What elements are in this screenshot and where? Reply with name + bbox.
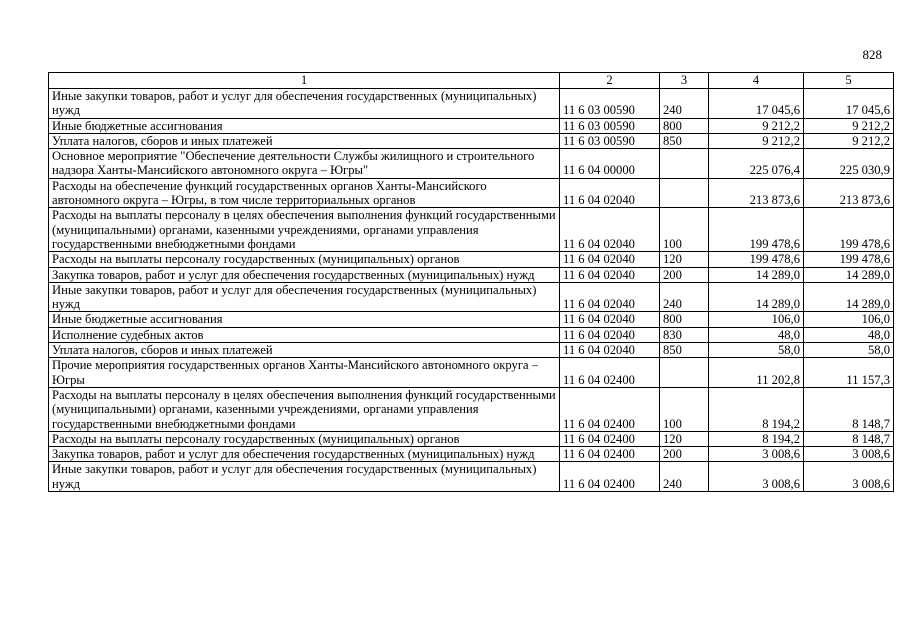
row-amount-col5: 8 148,7 [804, 387, 894, 431]
row-code: 11 6 04 02040 [560, 178, 660, 208]
row-amount-col4: 48,0 [709, 327, 804, 342]
budget-table [48, 72, 894, 492]
table-row [49, 149, 894, 179]
row-code: 11 6 03 00590 [560, 89, 660, 119]
row-amount-col4: 9 212,2 [709, 118, 804, 133]
row-code: 11 6 03 00590 [560, 118, 660, 133]
column-header-4: 4 [709, 73, 804, 89]
row-code: 11 6 04 02400 [560, 447, 660, 462]
column-header-3: 3 [660, 73, 709, 89]
row-expense-type: 200 [660, 267, 709, 282]
table-row [49, 178, 894, 208]
row-expense-type [660, 358, 709, 388]
row-name: Закупка товаров, работ и услуг для обеспечения государственных (муниципальных) нужд [49, 447, 560, 462]
table-row [49, 118, 894, 133]
row-code: 11 6 03 00590 [560, 133, 660, 148]
row-name: Прочие мероприятия государственных органов Ханты-Мансийского автономного округа – Югры [49, 358, 560, 388]
row-code: 11 6 04 02040 [560, 312, 660, 327]
table-row [49, 358, 894, 388]
row-code: 11 6 04 02040 [560, 208, 660, 252]
column-header-1: 1 [49, 73, 560, 89]
row-amount-col5: 17 045,6 [804, 89, 894, 119]
row-code: 11 6 04 02400 [560, 462, 660, 492]
row-expense-type: 200 [660, 447, 709, 462]
row-amount-col5: 3 008,6 [804, 462, 894, 492]
row-amount-col4: 9 212,2 [709, 133, 804, 148]
row-amount-col4: 3 008,6 [709, 462, 804, 492]
table-row [49, 327, 894, 342]
row-code: 11 6 04 02040 [560, 282, 660, 312]
row-name: Иные бюджетные ассигнования [49, 312, 560, 327]
row-name: Расходы на обеспечение функций государственных органов Ханты-Мансийского автономного округа – Югры, в том числе территориальных органов [49, 178, 560, 208]
row-name: Иные закупки товаров, работ и услуг для обеспечения государственных (муниципальных) нужд [49, 89, 560, 119]
row-name: Уплата налогов, сборов и иных платежей [49, 133, 560, 148]
row-expense-type: 850 [660, 343, 709, 358]
column-header-2: 2 [560, 73, 660, 89]
row-code: 11 6 04 02040 [560, 267, 660, 282]
table-row [49, 133, 894, 148]
row-amount-col5: 9 212,2 [804, 118, 894, 133]
row-amount-col4: 225 076,4 [709, 149, 804, 179]
row-amount-col5: 8 148,7 [804, 431, 894, 446]
row-expense-type [660, 178, 709, 208]
table-row [49, 267, 894, 282]
table-row [49, 252, 894, 267]
row-code: 11 6 04 02040 [560, 252, 660, 267]
table-row [49, 387, 894, 431]
row-name: Расходы на выплаты персоналу в целях обеспечения выполнения функций государственными (муниципальными) органами, казенными учреждениями, органами управления государственными внебюджетными фондами [49, 387, 560, 431]
row-expense-type: 120 [660, 431, 709, 446]
row-code: 11 6 04 02400 [560, 431, 660, 446]
row-amount-col5: 225 030,9 [804, 149, 894, 179]
row-amount-col4: 14 289,0 [709, 282, 804, 312]
row-expense-type: 240 [660, 282, 709, 312]
row-name: Основное мероприятие "Обеспечение деятельности Службы жилищного и строительного надзора Ханты-Мансийского автономного округа – Югры" [49, 149, 560, 179]
table-row [49, 343, 894, 358]
row-code: 11 6 04 02040 [560, 343, 660, 358]
row-amount-col4: 213 873,6 [709, 178, 804, 208]
row-code: 11 6 04 00000 [560, 149, 660, 179]
row-amount-col4: 17 045,6 [709, 89, 804, 119]
row-amount-col5: 9 212,2 [804, 133, 894, 148]
table-row [49, 447, 894, 462]
row-amount-col5: 213 873,6 [804, 178, 894, 208]
row-amount-col4: 199 478,6 [709, 252, 804, 267]
row-code: 11 6 04 02400 [560, 358, 660, 388]
row-amount-col4: 11 202,8 [709, 358, 804, 388]
row-amount-col4: 14 289,0 [709, 267, 804, 282]
table-row [49, 282, 894, 312]
row-expense-type: 240 [660, 462, 709, 492]
row-amount-col5: 199 478,6 [804, 252, 894, 267]
row-amount-col5: 48,0 [804, 327, 894, 342]
row-amount-col4: 106,0 [709, 312, 804, 327]
row-amount-col4: 3 008,6 [709, 447, 804, 462]
row-name: Иные закупки товаров, работ и услуг для обеспечения государственных (муниципальных) нужд [49, 282, 560, 312]
row-name: Иные закупки товаров, работ и услуг для обеспечения государственных (муниципальных) нужд [49, 462, 560, 492]
row-amount-col4: 8 194,2 [709, 431, 804, 446]
row-code: 11 6 04 02040 [560, 327, 660, 342]
row-amount-col5: 14 289,0 [804, 282, 894, 312]
table-header-row [49, 73, 894, 89]
page-number: 828 [862, 47, 882, 62]
row-expense-type [660, 149, 709, 179]
row-amount-col5: 14 289,0 [804, 267, 894, 282]
row-amount-col5: 3 008,6 [804, 447, 894, 462]
row-name: Исполнение судебных актов [49, 327, 560, 342]
row-expense-type: 240 [660, 89, 709, 119]
row-expense-type: 800 [660, 312, 709, 327]
column-header-5: 5 [804, 73, 894, 89]
row-amount-col5: 58,0 [804, 343, 894, 358]
row-name: Расходы на выплаты персоналу государственных (муниципальных) органов [49, 252, 560, 267]
table-row [49, 462, 894, 492]
row-expense-type: 120 [660, 252, 709, 267]
row-amount-col4: 58,0 [709, 343, 804, 358]
row-amount-col4: 8 194,2 [709, 387, 804, 431]
row-name: Уплата налогов, сборов и иных платежей [49, 343, 560, 358]
row-name: Закупка товаров, работ и услуг для обеспечения государственных (муниципальных) нужд [49, 267, 560, 282]
row-code: 11 6 04 02400 [560, 387, 660, 431]
row-expense-type: 850 [660, 133, 709, 148]
table-row [49, 312, 894, 327]
row-name: Расходы на выплаты персоналу в целях обеспечения выполнения функций государственными (муниципальными) органами, казенными учреждениями, органами управления государственными внебюджетными фондами [49, 208, 560, 252]
row-name: Расходы на выплаты персоналу государственных (муниципальных) органов [49, 431, 560, 446]
table-row [49, 89, 894, 119]
row-expense-type: 830 [660, 327, 709, 342]
row-amount-col5: 11 157,3 [804, 358, 894, 388]
row-name: Иные бюджетные ассигнования [49, 118, 560, 133]
row-amount-col5: 199 478,6 [804, 208, 894, 252]
table-row [49, 208, 894, 252]
row-expense-type: 100 [660, 387, 709, 431]
row-amount-col4: 199 478,6 [709, 208, 804, 252]
row-expense-type: 800 [660, 118, 709, 133]
row-amount-col5: 106,0 [804, 312, 894, 327]
row-expense-type: 100 [660, 208, 709, 252]
table-row [49, 431, 894, 446]
